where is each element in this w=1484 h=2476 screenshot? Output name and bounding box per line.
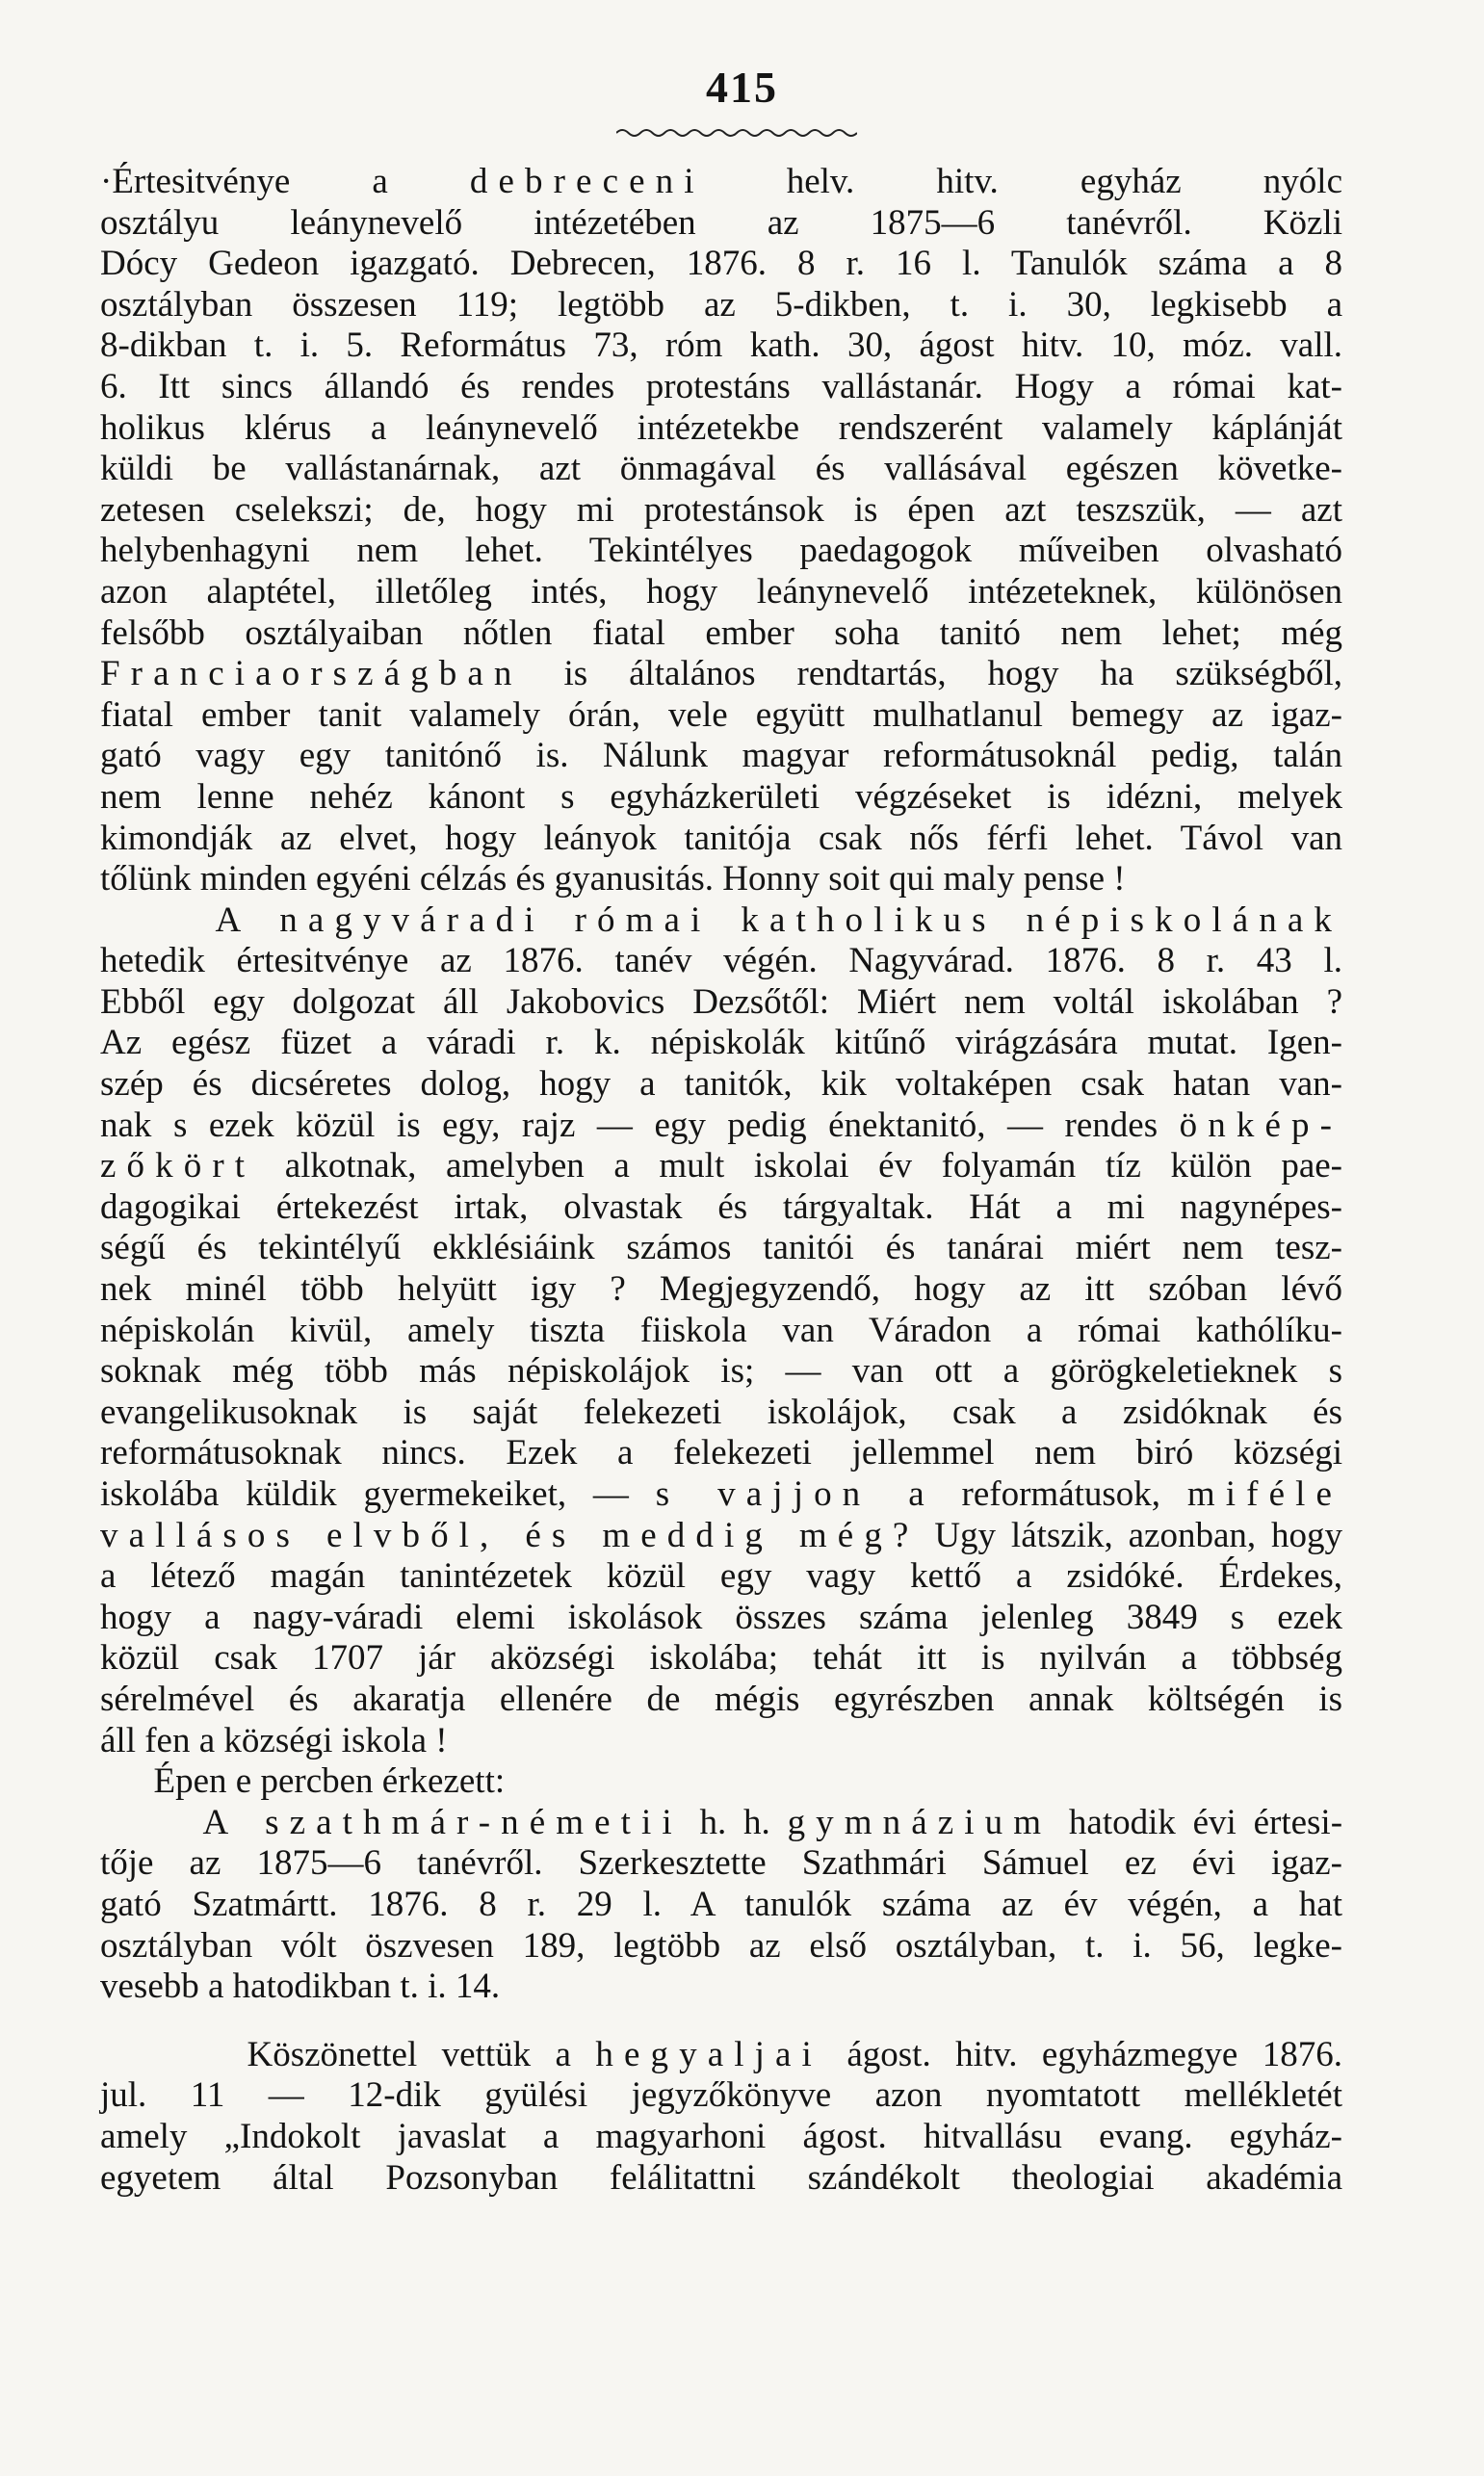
text-line bbox=[100, 572, 1342, 613]
text-run: zetesen cselekszi; de, hogy mi protestánsok is épen azt teszszük, — azt bbox=[100, 489, 1342, 530]
text-line bbox=[100, 326, 1342, 367]
spaced-emphasis: s vajjon a bbox=[655, 1474, 935, 1514]
text-run: dagogikai értekezést irtak, olvastak és tárgyaltak. Hát a mi nagynépes- bbox=[100, 1186, 1342, 1227]
text-run: szép és dicséretes dolog, hogy a tanitók, kik voltaképen csak hatan van- bbox=[100, 1064, 1342, 1105]
text-line bbox=[100, 1393, 1342, 1434]
text-line bbox=[100, 285, 1342, 326]
text-run: h. h. bbox=[682, 1802, 788, 1842]
text-run: Köszönettel vettük a bbox=[100, 2034, 596, 2074]
text-run: evangelikusoknak is saját felekezeti iskolájok, csak a zsidóknak és bbox=[100, 1392, 1342, 1432]
text-line bbox=[100, 367, 1342, 408]
text-line bbox=[100, 1311, 1342, 1352]
text-run: alkotnak, amelyben a mult iskolai év folyamán tíz külön pae- bbox=[255, 1146, 1342, 1186]
text-line bbox=[100, 1351, 1342, 1393]
spaced-emphasis: vallásos elvből, és meddig még? bbox=[100, 1515, 920, 1555]
text-line bbox=[100, 2158, 1342, 2200]
wavy-rule-ornament bbox=[616, 125, 857, 141]
text-run: gató vagy egy tanitónő is. Nálunk magyar reformátusoknál pedig, talán bbox=[100, 736, 1342, 776]
text-run: Épen e percben érkezett: bbox=[100, 1761, 506, 1802]
text-run: nak s ezek közül is egy, rajz — egy pedig énektanitó, — rendes bbox=[100, 1105, 1180, 1145]
text-run: a létező magán tanintézetek közül egy vagy kettő a zsidóké. Érdekes, bbox=[100, 1556, 1342, 1597]
text-run: helybenhagyni nem lehet. Tekintélyes paedagogok műveiben olvasható bbox=[100, 531, 1342, 571]
text-line bbox=[100, 1269, 1342, 1311]
text-run: 8-dikban t. i. 5. Református 73, róm kath. 30, ágost hitv. 10, móz. vall. bbox=[100, 326, 1342, 366]
text-line bbox=[100, 449, 1342, 490]
text-run bbox=[100, 900, 215, 940]
text-run: fiatal ember tanit valamely órán, vele együtt mulhatlanul bemegy az igaz- bbox=[100, 694, 1342, 735]
text-line bbox=[100, 1146, 1342, 1187]
text-run: hogy a nagy-váradi elemi iskolások összes száma jelenleg 3849 s ezek bbox=[100, 1597, 1342, 1637]
spaced-emphasis: zőkört bbox=[100, 1146, 256, 1186]
spaced-emphasis: debreceni bbox=[469, 162, 705, 201]
spaced-emphasis: A nagyváradi római katholikus népiskolának bbox=[215, 899, 1342, 940]
text-run: soknak még több más népiskolájok is; — van ott a görögkeletieknek s bbox=[100, 1351, 1342, 1392]
text-line bbox=[100, 203, 1342, 245]
text-line bbox=[100, 736, 1342, 777]
text-run: ágost. hitv. egyházmegye 1876. bbox=[821, 2034, 1342, 2074]
text-run: nek minél több helyütt igy ? Megjegyzendő, hogy az itt szóban lévő bbox=[100, 1269, 1342, 1310]
text-line bbox=[100, 654, 1342, 695]
text-line bbox=[100, 1064, 1342, 1106]
text-run: iskolába küldik gyermekeiket, — bbox=[100, 1474, 656, 1514]
text-line bbox=[100, 244, 1342, 285]
text-line bbox=[100, 1967, 1342, 2008]
spaced-emphasis: Franciaországban bbox=[100, 654, 523, 694]
text-line bbox=[100, 1885, 1342, 1926]
spaced-emphasis: hegyaljai bbox=[595, 2034, 822, 2074]
text-run: tője az 1875—6 tanévről. Szerkesztette Szathmári Sámuel ez évi igaz- bbox=[100, 1843, 1342, 1884]
text-line bbox=[100, 859, 1342, 900]
text-run: áll fen a községi iskola ! bbox=[100, 1720, 448, 1760]
text-run: Ugy látszik, azonban, hogy bbox=[919, 1515, 1342, 1555]
text-run: Az egész füzet a váradi r. k. népiskolák kitűnő virágzására mutat. Igen- bbox=[100, 1023, 1342, 1063]
text-line bbox=[100, 1638, 1342, 1680]
text-run bbox=[100, 1803, 202, 1842]
text-line bbox=[100, 777, 1342, 819]
text-line bbox=[100, 1843, 1342, 1885]
text-line bbox=[100, 1187, 1342, 1229]
text-line bbox=[100, 900, 1342, 942]
text-line bbox=[100, 1023, 1342, 1064]
text-line bbox=[100, 819, 1342, 860]
text-run: hetedik értesitvénye az 1876. tanév végén. Nagyvárad. 1876. 8 r. 43 l. bbox=[100, 941, 1342, 981]
text-line bbox=[100, 1721, 1342, 1762]
text-run: küldi be vallástanárnak, azt önmagával és vallásával egészen követke- bbox=[100, 449, 1342, 489]
text-run: egyetem által Pozsonyban felálitattni szándékolt theologiai akadémia bbox=[100, 2157, 1342, 2198]
text-run: osztályban vólt öszvesen 189, legtöbb az első osztályban, t. i. 56, legke- bbox=[100, 1925, 1342, 1966]
text-line bbox=[100, 1556, 1342, 1598]
text-line bbox=[100, 982, 1342, 1024]
text-run: reformátusoknak nincs. Ezek a felekezeti jellemmel nem biró községi bbox=[100, 1433, 1342, 1473]
text-line bbox=[100, 1516, 1342, 1557]
text-line bbox=[100, 2035, 1342, 2076]
text-run: nem lenne nehéz kánont s egyházkerületi végzéseket is idézni, melyek bbox=[100, 776, 1342, 817]
text-line bbox=[100, 408, 1342, 450]
text-line bbox=[100, 1680, 1342, 1721]
text-run: ségű és tekintélyű ekklésiáink számos tanitói és tanárai miért nem tesz- bbox=[100, 1228, 1342, 1268]
text-run: 6. Itt sincs állandó és rendes protestáns vallástanár. Hogy a római kat- bbox=[100, 366, 1342, 406]
text-line bbox=[100, 531, 1342, 572]
spaced-emphasis: gymnázium bbox=[787, 1802, 1053, 1842]
text-run: osztályban összesen 119; legtöbb az 5-dikben, t. i. 30, legkisebb a bbox=[100, 284, 1342, 325]
text-line bbox=[100, 490, 1342, 532]
text-run: Ebből egy dolgozat áll Jakobovics Dezsőtől: Miért nem voltál iskolában ? bbox=[100, 981, 1342, 1022]
text-line bbox=[100, 695, 1342, 737]
text-run: hatodik évi értesi- bbox=[1052, 1802, 1343, 1842]
text-line bbox=[100, 1433, 1342, 1474]
spaced-emphasis: A szathmár-németii bbox=[202, 1802, 683, 1842]
text-line bbox=[100, 613, 1342, 655]
text-run: helv. hitv. egyház nyólc bbox=[704, 162, 1342, 201]
text-line bbox=[100, 2117, 1342, 2158]
text-line bbox=[100, 162, 1342, 203]
text-run: kimondják az elvet, hogy leányok tanitója csak nős férfi lehet. Távol van bbox=[100, 818, 1342, 858]
text-run: közül csak 1707 jár aközségi iskolába; tehát itt is nyilván a többség bbox=[100, 1638, 1342, 1679]
text-run: felsőbb osztályaiban nőtlen fiatal ember soha tanitó nem lehet; még bbox=[100, 612, 1342, 653]
text-run: osztályu leánynevelő intézetében az 1875—6 tanévről. Közli bbox=[100, 202, 1342, 243]
text-line bbox=[100, 1761, 1342, 1803]
text-line bbox=[100, 2075, 1342, 2117]
spaced-emphasis: miféle bbox=[1186, 1474, 1342, 1514]
body-text bbox=[100, 162, 1342, 2199]
spaced-emphasis: önkép- bbox=[1179, 1105, 1342, 1145]
text-run: is általános rendtartás, hogy ha szükségből, bbox=[522, 654, 1342, 694]
text-run: jul. 11 — 12-dik gyülési jegyzőkönyve azon nyomtatott mellékletét bbox=[100, 2075, 1342, 2116]
text-run: azon alaptétel, illetőleg intés, hogy leánynevelő intézeteknek, különösen bbox=[100, 571, 1342, 612]
text-line bbox=[100, 1926, 1342, 1968]
text-run: amely „Indokolt javaslat a magyarhoni ágost. hitvallásu evang. egyház- bbox=[100, 2116, 1342, 2156]
text-run: népiskolán kivül, amely tiszta fiiskola van Váradon a római kathólíku- bbox=[100, 1310, 1342, 1350]
text-line bbox=[100, 1228, 1342, 1269]
page-number: 415 bbox=[706, 63, 778, 112]
text-run: gató Szatmártt. 1876. 8 r. 29 l. A tanulók száma az év végén, a hat bbox=[100, 1884, 1342, 1924]
text-line bbox=[100, 1106, 1342, 1147]
text-line bbox=[100, 1598, 1342, 1639]
text-run: sérelmével és akaratja ellenére de mégis egyrészben annak költségén is bbox=[100, 1679, 1342, 1719]
text-run: holikus klérus a leánynevelő intézetekbe rendszerént valamely káplánját bbox=[100, 407, 1342, 448]
text-run: vesebb a hatodikban t. i. 14. bbox=[100, 1967, 501, 2007]
text-line bbox=[100, 1803, 1342, 1844]
text-run: Dócy Gedeon igazgató. Debrecen, 1876. 8 r. 16 l. Tanulók száma a 8 bbox=[100, 244, 1342, 284]
text-run: ·Értesitvénye a bbox=[100, 162, 470, 201]
text-line bbox=[100, 1474, 1342, 1516]
text-line bbox=[100, 941, 1342, 982]
text-run: reformátusok, bbox=[934, 1474, 1187, 1514]
text-run: tőlünk minden egyéni célzás és gyanusitás. Honny soit qui maly pense ! bbox=[100, 859, 1126, 899]
